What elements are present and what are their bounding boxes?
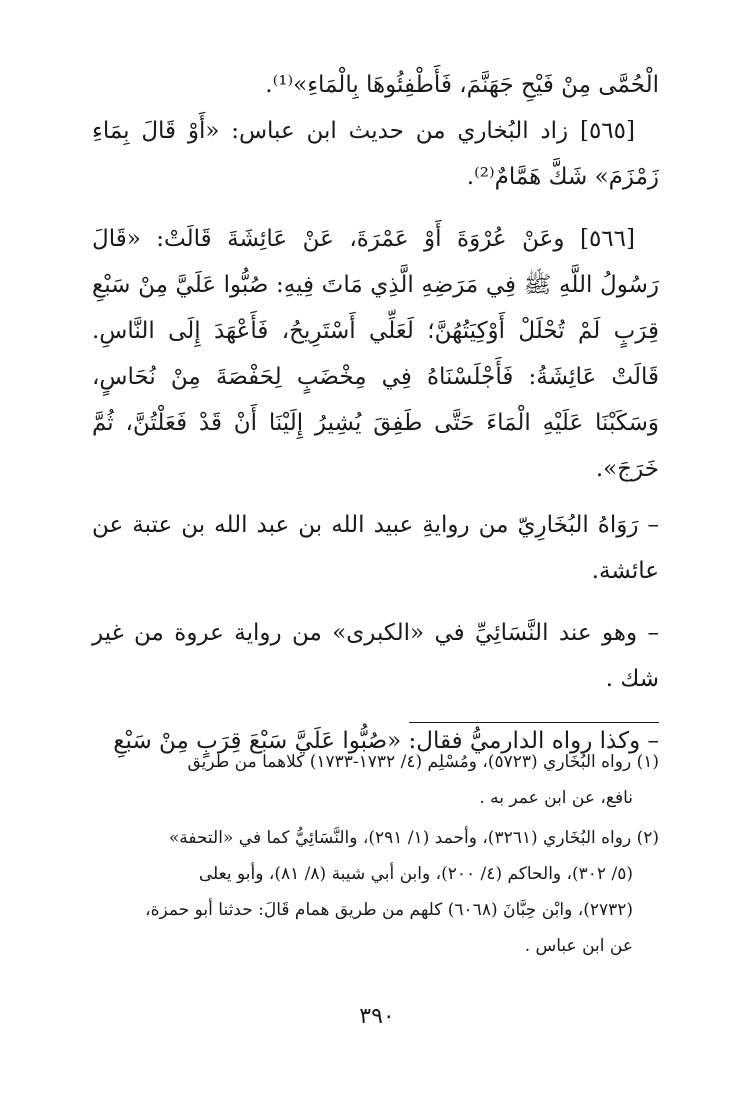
footnote-2-line-2: (٥/ ٣٠٢)، والحاكم (٤/ ٢٠٠)، وابن أبي شيبة (٨/ ٨١)، وأبو يعلى xyxy=(198,864,633,884)
footnotes xyxy=(100,744,659,968)
footnote-1-line-1: (١) رواه البُخَاري (٥٧٢٣)، ومُسْلِم (٤/ ١٧٣٢-١٧٣٣) كلاهما من طريق xyxy=(187,752,659,772)
footnote-1-line-2: نافع، عن ابن عمر به . xyxy=(479,788,633,808)
paragraph-hadith-continuation: الْحُمَّى مِنْ فَيْحِ جَهَنَّمَ، فَأَطْفِئُوهَا بِالْمَاءِ»⁽¹⁾. xyxy=(265,72,659,98)
page-number: ٣٩٠ xyxy=(359,1004,395,1029)
footnote-2-line-4: عن ابن عباس . xyxy=(524,936,633,956)
paragraph-darimi-note: – وكذا رواه الدارميُّ فقال: «صُبُّوا عَلَيَّ سَبْعَ قِرَبٍ مِنْ سَبْعِ xyxy=(113,728,659,754)
main-text xyxy=(92,62,659,764)
footnote-2-line-1: (٢) رواه البُخَاري (٣٢٦١)، وأحمد (١/ ٢٩١)، والنَّسَائِيُّ كما في «التحفة» xyxy=(168,828,659,848)
footnote-divider xyxy=(409,722,659,723)
footnote-2-line-3: (٢٧٣٢)، وابْن حِبَّانَ (٦٠٦٨) كلهم من طريق همام قَالَ: حدثنا أبو حمزة، xyxy=(145,900,633,920)
footnote-2 xyxy=(100,820,659,964)
paragraph-566: [٥٦٦] وعَنْ عُرْوَةَ أَوْ عَمْرَةَ، عَنْ عَائِشَةَ قَالَتْ: «قَالَ رَسُولُ اللَّهِ ﷺ فِي مَرَضِهِ الَّذِي مَاتَ فِيهِ: صُبُّوا عَلَيَّ مِنْ سَبْعِ قِرَبٍ لَمْ تُحْلَلْ أَوْكِيَتُهُنَّ؛ لَعَلِّي أَسْتَرِيحُ، فَأَعْهَدَ إِلَى النَّاسِ. قَالَتْ عَائِشَةُ: فَأَجْلَسْنَاهُ فِي مِخْضَبٍ لِحَفْصَةَ مِنْ نُحَاسٍ، وَسَكَبْنَا عَلَيْهِ الْمَاءَ حَتَّى طَفِقَ يُشِيرُ إِلَيْنَا أَنْ قَدْ فَعَلْتُنَّ، ثُمَّ خَرَجَ». xyxy=(92,226,659,482)
footnote-1 xyxy=(100,744,659,816)
paragraph-nasai-note: – وهو عند النَّسَائِيِّ في «الكبرى» من رواية عروة من غير شك . xyxy=(92,620,659,692)
paragraph-bukhari-note: – رَوَاهُ البُخَارِيّ من روايةِ عبيد الله بن عبد الله بن عتبة عن عائشة. xyxy=(92,512,659,584)
paragraph-565: [٥٦٥] زاد البُخاري من حديث ابن عباس: «أَوْ قَالَ بِمَاءِ زَمْزَمَ» شَكَّ هَمَّامٌ⁽²⁾. xyxy=(92,118,659,190)
